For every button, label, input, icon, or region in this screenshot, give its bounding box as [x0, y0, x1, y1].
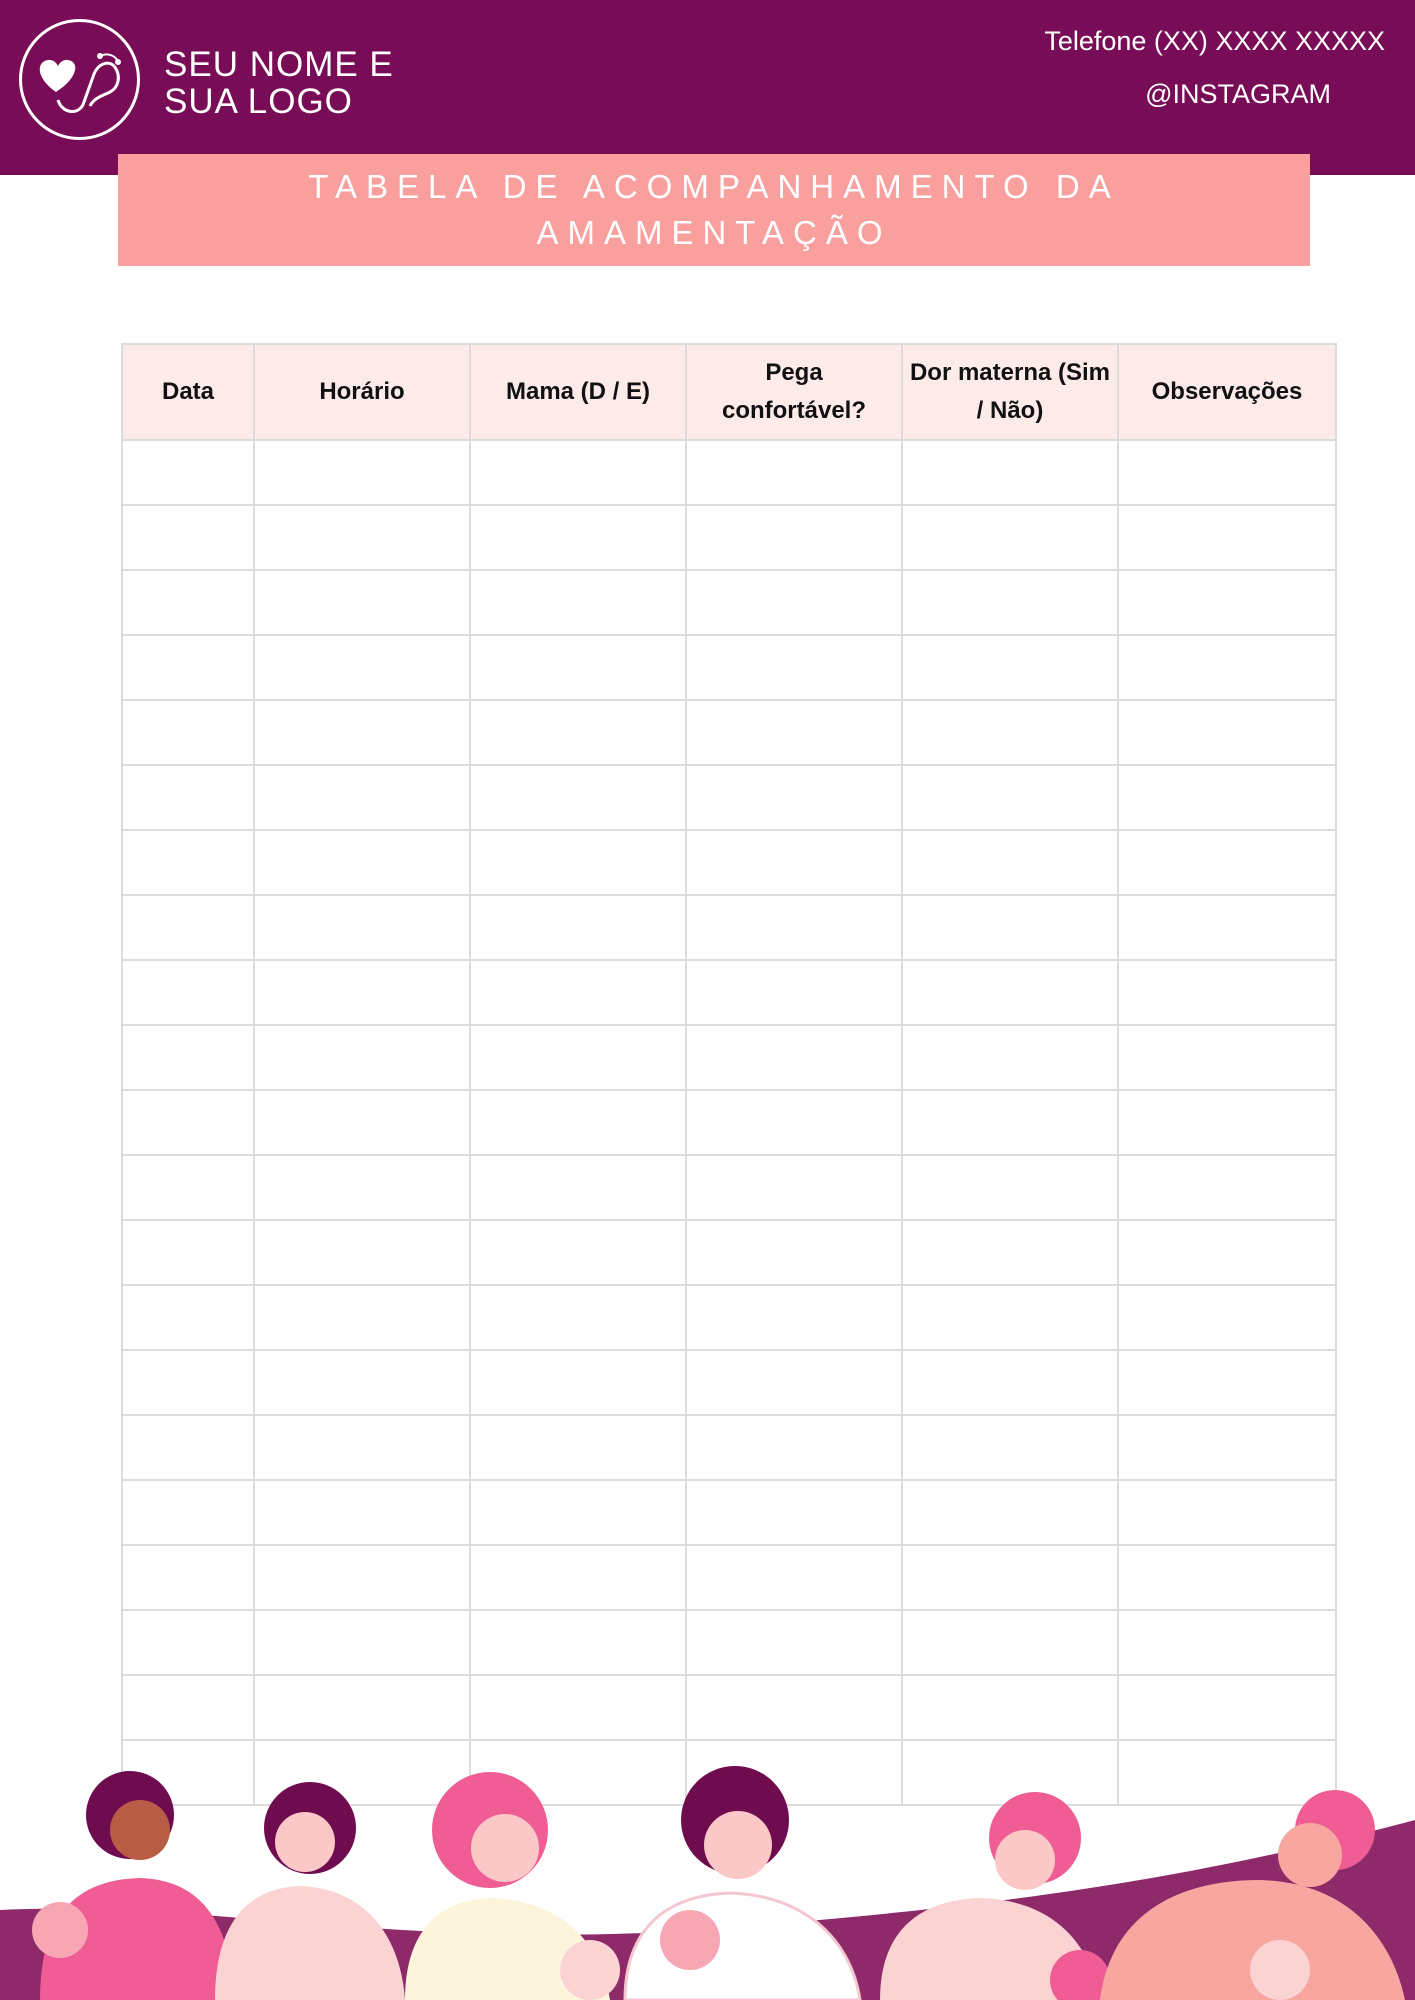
table-cell[interactable] — [470, 570, 686, 635]
table-cell[interactable] — [902, 1610, 1118, 1675]
table-cell[interactable] — [254, 700, 470, 765]
table-cell[interactable] — [902, 1480, 1118, 1545]
table-row — [122, 700, 1336, 765]
table-cell[interactable] — [470, 1090, 686, 1155]
table-body — [122, 440, 1336, 1805]
table-cell[interactable] — [686, 1285, 902, 1350]
tracking-table — [121, 343, 1335, 1806]
table-cell[interactable] — [254, 1155, 470, 1220]
table-cell[interactable] — [122, 505, 254, 570]
table-cell[interactable] — [470, 895, 686, 960]
table-cell[interactable] — [254, 830, 470, 895]
table-cell[interactable] — [470, 1155, 686, 1220]
contact-info — [951, 26, 1385, 110]
table-cell[interactable] — [686, 960, 902, 1025]
table-row — [122, 505, 1336, 570]
table-cell[interactable] — [254, 505, 470, 570]
table-cell[interactable] — [1118, 830, 1336, 895]
table-cell[interactable] — [470, 1220, 686, 1285]
table-cell[interactable] — [902, 765, 1118, 830]
page-title: TABELA DE ACOMPANHAMENTO DA AMAMENTAÇÃO — [308, 168, 1120, 251]
table-cell[interactable] — [470, 505, 686, 570]
table-cell[interactable] — [470, 1350, 686, 1415]
table-cell[interactable] — [686, 700, 902, 765]
table-cell[interactable] — [254, 440, 470, 505]
table-cell[interactable] — [686, 1610, 902, 1675]
table-cell[interactable] — [686, 895, 902, 960]
table-header-row — [122, 344, 1336, 440]
table-cell[interactable] — [902, 1220, 1118, 1285]
column-header-pega: Pega confortável? — [686, 344, 902, 440]
table-cell[interactable] — [122, 1285, 254, 1350]
breastfeeding-mothers-illustration — [0, 1760, 1415, 2000]
table-cell[interactable] — [254, 895, 470, 960]
table-cell[interactable] — [902, 570, 1118, 635]
brand-name — [164, 46, 394, 120]
table-cell[interactable] — [1118, 1090, 1336, 1155]
table-cell[interactable] — [254, 765, 470, 830]
column-header-observacoes: Observações — [1118, 344, 1336, 440]
table-cell[interactable] — [122, 765, 254, 830]
table-cell[interactable] — [470, 1480, 686, 1545]
table-cell[interactable] — [902, 700, 1118, 765]
table-cell[interactable] — [686, 1025, 902, 1090]
table-cell[interactable] — [122, 700, 254, 765]
table-cell[interactable] — [902, 1415, 1118, 1480]
table-cell[interactable] — [470, 1415, 686, 1480]
table-cell[interactable] — [122, 1415, 254, 1480]
table-cell[interactable] — [470, 1025, 686, 1090]
table-cell[interactable] — [122, 570, 254, 635]
table-cell[interactable] — [686, 1415, 902, 1480]
table-cell[interactable] — [1118, 960, 1336, 1025]
table-cell[interactable] — [470, 960, 686, 1025]
table-cell[interactable] — [1118, 765, 1336, 830]
table-cell[interactable] — [1118, 635, 1336, 700]
table-cell[interactable] — [254, 635, 470, 700]
brand-line-2: SUA LOGO — [164, 82, 353, 121]
table-cell[interactable] — [686, 765, 902, 830]
column-header-mama: Mama (D / E) — [470, 344, 686, 440]
table-cell[interactable] — [902, 895, 1118, 960]
instagram-handle: @INSTAGRAM — [1145, 79, 1331, 109]
table-cell[interactable] — [1118, 505, 1336, 570]
table-cell[interactable] — [254, 1610, 470, 1675]
table-cell[interactable] — [1118, 440, 1336, 505]
table-cell[interactable] — [686, 1675, 902, 1740]
table-cell[interactable] — [122, 1480, 254, 1545]
table-cell[interactable] — [1118, 1675, 1336, 1740]
table-row — [122, 1415, 1336, 1480]
table-cell[interactable] — [1118, 1285, 1336, 1350]
table-cell[interactable] — [902, 1285, 1118, 1350]
table-cell[interactable] — [254, 1090, 470, 1155]
table-cell[interactable] — [902, 1025, 1118, 1090]
table-cell[interactable] — [122, 1025, 254, 1090]
table-cell[interactable] — [902, 1155, 1118, 1220]
table-cell[interactable] — [686, 1480, 902, 1545]
table-cell[interactable] — [122, 960, 254, 1025]
table-row — [122, 1350, 1336, 1415]
table-cell[interactable] — [902, 830, 1118, 895]
table-row — [122, 440, 1336, 505]
table-cell[interactable] — [122, 440, 254, 505]
table-cell[interactable] — [254, 1025, 470, 1090]
table-row — [122, 1675, 1336, 1740]
table-cell[interactable] — [1118, 1155, 1336, 1220]
table-cell[interactable] — [1118, 1025, 1336, 1090]
table-cell[interactable] — [470, 440, 686, 505]
column-header-data: Data — [122, 344, 254, 440]
table-row — [122, 1025, 1336, 1090]
table-row — [122, 1610, 1336, 1675]
table-cell[interactable] — [122, 1610, 254, 1675]
breastfeeding-table — [121, 343, 1337, 1806]
table-row — [122, 895, 1336, 960]
table-cell[interactable] — [686, 1220, 902, 1285]
table-row — [122, 635, 1336, 700]
table-row — [122, 570, 1336, 635]
table-cell[interactable] — [902, 505, 1118, 570]
table-cell[interactable] — [686, 440, 902, 505]
table-cell[interactable] — [902, 1545, 1118, 1610]
table-row — [122, 960, 1336, 1025]
table-row — [122, 1285, 1336, 1350]
table-cell[interactable] — [254, 1480, 470, 1545]
table-cell[interactable] — [1118, 1415, 1336, 1480]
table-cell[interactable] — [686, 505, 902, 570]
table-cell[interactable] — [122, 1675, 254, 1740]
table-cell[interactable] — [1118, 1350, 1336, 1415]
table-cell[interactable] — [254, 1350, 470, 1415]
table-cell[interactable] — [254, 1545, 470, 1610]
table-row — [122, 1090, 1336, 1155]
table-cell[interactable] — [470, 1285, 686, 1350]
title-band — [118, 154, 1310, 266]
table-cell[interactable] — [902, 635, 1118, 700]
table-row — [122, 765, 1336, 830]
table-cell[interactable] — [902, 1675, 1118, 1740]
table-cell[interactable] — [122, 1155, 254, 1220]
table-cell[interactable] — [686, 635, 902, 700]
header-bar — [0, 0, 1415, 175]
table-cell[interactable] — [1118, 1610, 1336, 1675]
column-header-dor: Dor materna (Sim / Não) — [902, 344, 1118, 440]
heart-stethoscope-icon — [18, 18, 141, 141]
table-row — [122, 1220, 1336, 1285]
table-row — [122, 830, 1336, 895]
table-cell[interactable] — [254, 960, 470, 1025]
table-cell[interactable] — [686, 1155, 902, 1220]
table-cell[interactable] — [254, 1220, 470, 1285]
table-cell[interactable] — [254, 570, 470, 635]
table-cell[interactable] — [686, 1090, 902, 1155]
table-cell[interactable] — [470, 830, 686, 895]
table-cell[interactable] — [470, 765, 686, 830]
table-cell[interactable] — [254, 1285, 470, 1350]
table-cell[interactable] — [470, 1675, 686, 1740]
table-row — [122, 1545, 1336, 1610]
table-cell[interactable] — [1118, 570, 1336, 635]
table-cell[interactable] — [686, 1350, 902, 1415]
table-cell[interactable] — [686, 830, 902, 895]
table-cell[interactable] — [686, 1545, 902, 1610]
table-cell[interactable] — [686, 570, 902, 635]
table-cell[interactable] — [122, 895, 254, 960]
table-cell[interactable] — [122, 830, 254, 895]
table-row — [122, 1480, 1336, 1545]
table-cell[interactable] — [122, 1350, 254, 1415]
table-cell[interactable] — [470, 1545, 686, 1610]
brand-line-1: SEU NOME E — [164, 45, 394, 84]
table-cell[interactable] — [470, 635, 686, 700]
table-cell[interactable] — [122, 1220, 254, 1285]
table-cell[interactable] — [122, 635, 254, 700]
table-cell[interactable] — [1118, 1545, 1336, 1610]
table-cell[interactable] — [122, 1090, 254, 1155]
table-cell[interactable] — [902, 440, 1118, 505]
table-cell[interactable] — [254, 1675, 470, 1740]
table-cell[interactable] — [470, 1610, 686, 1675]
table-cell[interactable] — [1118, 1220, 1336, 1285]
table-cell[interactable] — [902, 1350, 1118, 1415]
table-cell[interactable] — [902, 1090, 1118, 1155]
table-cell[interactable] — [470, 700, 686, 765]
phone-text: Telefone (XX) XXXX XXXXX — [1044, 26, 1385, 56]
table-cell[interactable] — [1118, 1480, 1336, 1545]
table-cell[interactable] — [1118, 895, 1336, 960]
table-cell[interactable] — [122, 1545, 254, 1610]
table-cell[interactable] — [254, 1415, 470, 1480]
table-row — [122, 1155, 1336, 1220]
table-cell[interactable] — [902, 960, 1118, 1025]
table-cell[interactable] — [1118, 700, 1336, 765]
column-header-horario: Horário — [254, 344, 470, 440]
